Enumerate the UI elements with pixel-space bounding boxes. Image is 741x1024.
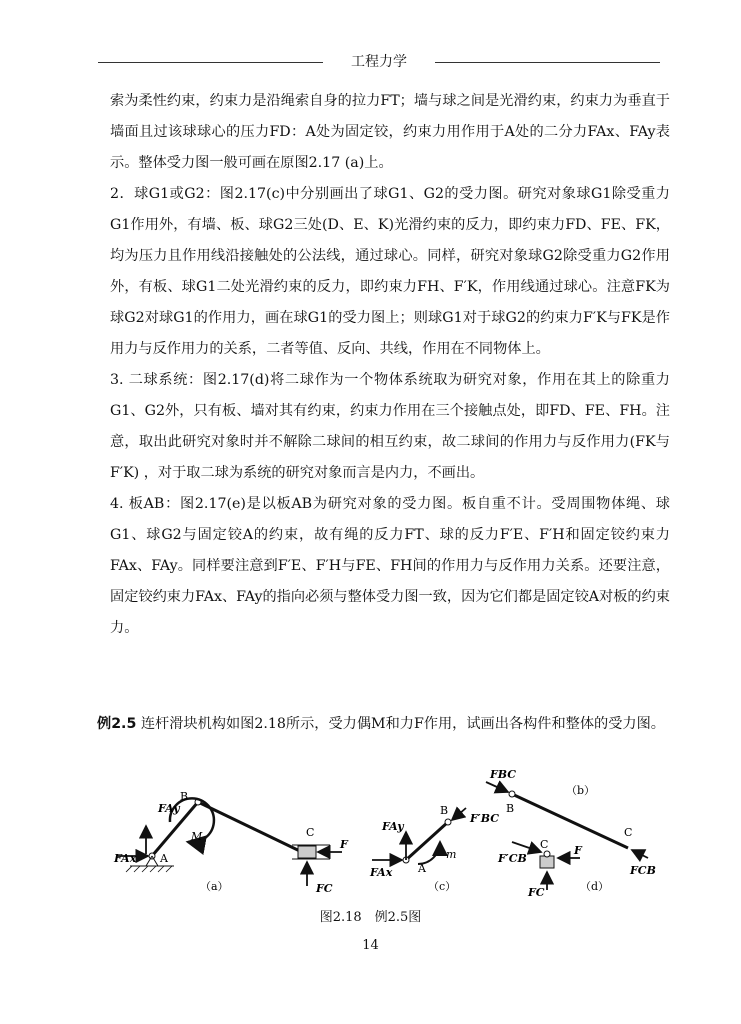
label-d-fc: FC — [528, 886, 545, 899]
label-c-a: A — [418, 862, 426, 875]
label-b-caption: （b） — [566, 784, 596, 797]
label-c-b: B — [440, 804, 449, 817]
body-text — [110, 86, 670, 644]
paragraph-3: 3. 二球系统：图2.17(d)将二球作为一个物体系统取为研究对象，作用在其上的除重力G1、G2外，只有板、墙对其有约束，约束力作用在三个接触点处，即FD、FE、FH。注意，取出此研究对象时并不解除二球间的相互约束，故二球间的作用力与反作用力(FK与F′K) ，对于取二球为系统的研究对象而言是内力，不画出。 — [110, 372, 670, 481]
label-a-fc: FC — [316, 882, 333, 895]
label-a-caption: （a） — [200, 880, 229, 893]
diagram-a — [118, 798, 342, 886]
figure-2-18 — [100, 764, 670, 914]
label-b-fcb: FCB — [630, 864, 656, 877]
example-line — [97, 714, 677, 734]
figure-caption: 图2.18 例2.5图 — [319, 910, 422, 925]
label-b-c: C — [624, 826, 633, 839]
label-a-b: B — [180, 790, 189, 803]
header-title: 工程力学 — [351, 54, 407, 70]
label-d-f: F — [574, 844, 582, 857]
label-d-c: C — [540, 838, 549, 851]
label-d-fpcb: F′CB — [498, 852, 527, 865]
label-b-fbc: FBC — [490, 768, 517, 781]
label-c-caption: （c） — [428, 880, 457, 893]
label-a-fay: FAy — [158, 802, 180, 815]
paragraph-2: 2．球G1或G2：图2.17(c)中分别画出了球G1、G2的受力图。研究对象球G1除受重力G1作用外，有墙、板、球G2三处(D、E、K)光滑约束的反力，即约束力FD、FE、FK，均为压力且作用线沿接触处的公法线，通过球心。同样，研究对象球G2除受重力G2作用外，有板、球G1二处光滑约束的反力，即约束力FH、F′K，作用线通过球心。注意FK为球G2对球G1的作用力，画在球G1的受力图上；则球G1对于球G2的约束力F′K与FK是作用力与反作用力的关系，二者等值、反向、共线，作用在不同物体上。 — [110, 186, 670, 357]
paragraph-4: 4. 板AB：图2.17(e)是以板AB为研究对象的受力图。板自重不计。受周围物体绳、球G1、球G2与固定铰A的约束，故有绳的反力FT、球的反力F′E、F′H和固定铰约束力FAx、FAy。同样要注意到F′E、F′H与FE、FH间的作用力与反作用力关系。还要注意，固定铰约束力FAx、FAy的指向必须与整体受力图一致，因为它们都是固定铰A对板的约束力。 — [110, 496, 670, 636]
label-a-a: A — [160, 852, 168, 865]
figure-svg — [100, 764, 670, 914]
label-a-f: F — [340, 838, 348, 851]
label-a-c: C — [306, 826, 315, 839]
page-header — [98, 54, 660, 70]
paragraph-1: 索为柔性约束，约束力是沿绳索自身的拉力FT；墙与球之间是光滑约束，约束力为垂直于墙面且过该球球心的压力FD：A处为固定铰，约束力用作用于A处的二分力FAx、FAy表示。整体受力图一般可画在原图2.17 (a)上。 — [110, 93, 670, 171]
label-a-m: M — [191, 830, 203, 843]
label-a-fax: FAx — [114, 852, 137, 865]
label-c-fpbc: F′BC — [470, 812, 499, 825]
label-c-fax: FAx — [370, 866, 393, 879]
label-b-b: B — [506, 802, 515, 815]
label-d-caption: （d） — [580, 880, 610, 893]
page-number: 14 — [362, 938, 379, 953]
label-c-m: m — [446, 848, 457, 861]
example-label: 例2.5 — [97, 716, 137, 732]
header-rule-right — [435, 62, 660, 63]
example-text: 连杆滑块机构如图2.18所示，受力偶M和力F作用，试画出各构件和整体的受力图。 — [140, 716, 665, 732]
label-c-fay: FAy — [382, 820, 404, 833]
